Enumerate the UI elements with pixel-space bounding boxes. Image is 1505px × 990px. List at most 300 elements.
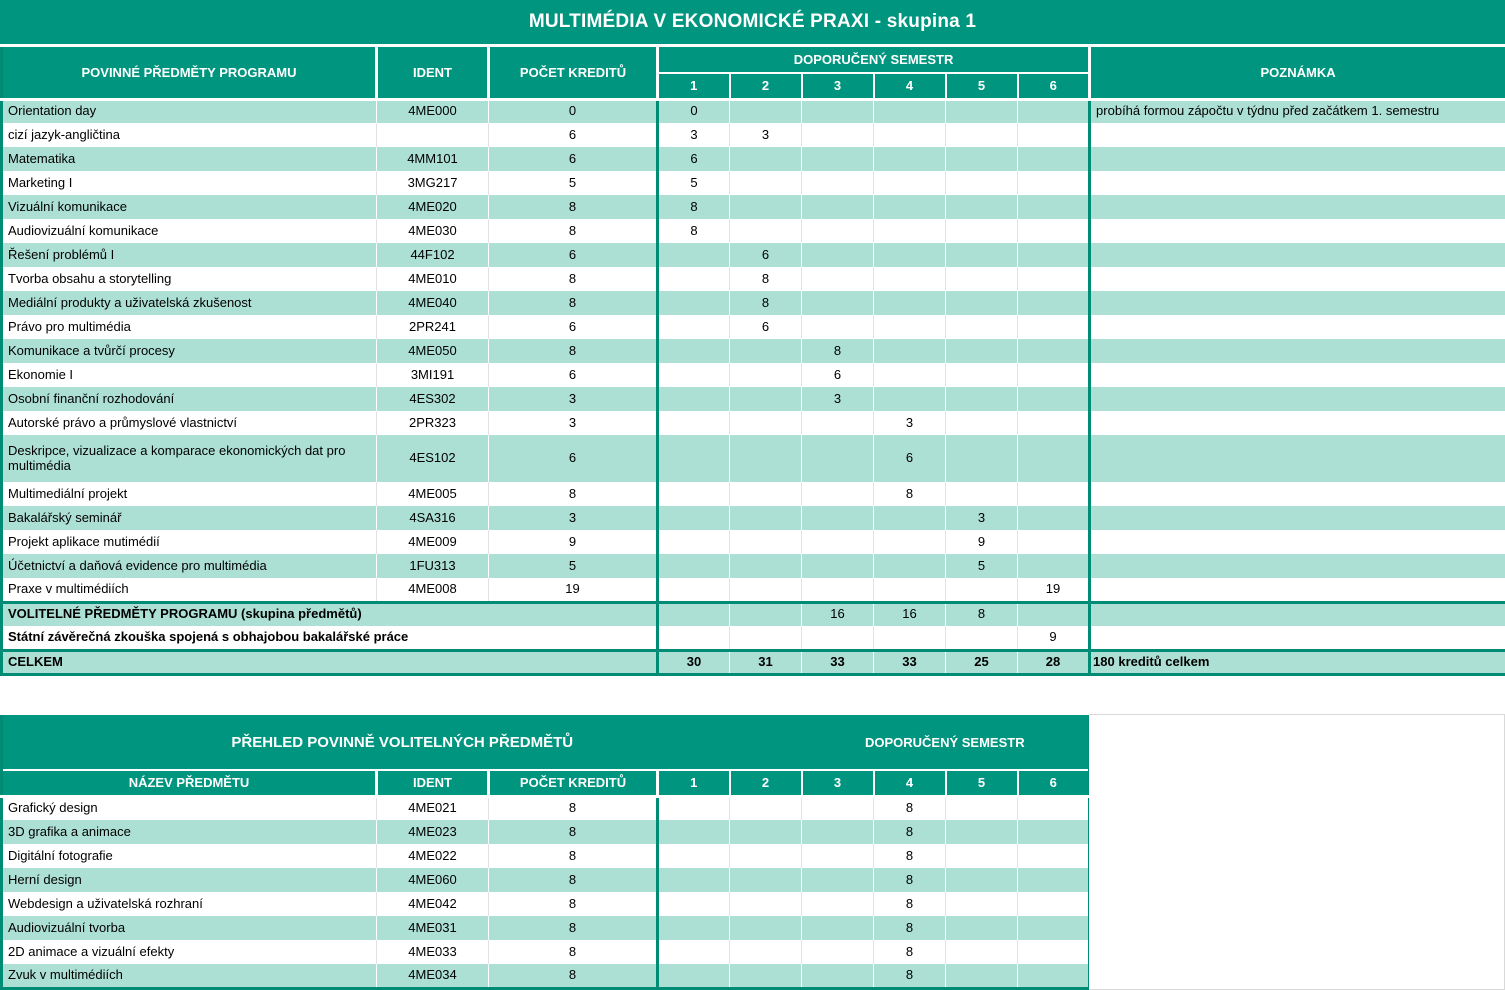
semester-credit-cell: [946, 435, 1018, 482]
ident-cell: 4SA316: [377, 506, 489, 530]
semester-total-cell: 31: [730, 650, 802, 674]
semester-credit-cell: [946, 195, 1018, 219]
table-row: [2, 796, 1090, 820]
ident-cell: 4ME008: [377, 578, 489, 602]
course-name-cell: Matematika: [2, 147, 377, 171]
credits-cell: 3: [489, 506, 658, 530]
note-cell: [1090, 243, 1505, 267]
table-row: [2, 506, 1505, 530]
semester-credit-cell: [1018, 868, 1090, 892]
semester-credit-cell: [946, 868, 1018, 892]
note-cell: [1090, 411, 1505, 435]
semester-credit-cell: [946, 315, 1018, 339]
column-header-ident: IDENT: [377, 770, 489, 796]
semester-credit-cell: [802, 147, 874, 171]
ident-cell: 4ME023: [377, 820, 489, 844]
semester-credit-cell: [730, 411, 802, 435]
semester-credit-cell: 3: [730, 123, 802, 147]
note-cell: [1090, 147, 1505, 171]
note-cell: [1090, 267, 1505, 291]
elective-table-title: PŘEHLED POVINNĚ VOLITELNÝCH PŘEDMĚTŮ: [2, 715, 802, 770]
semester-credit-cell: [1018, 315, 1090, 339]
ident-cell: 4ES302: [377, 387, 489, 411]
semester-credit-cell: [802, 892, 874, 916]
note-cell: [1090, 219, 1505, 243]
semester-total-cell: 33: [874, 650, 946, 674]
required-courses-table: [0, 47, 1505, 676]
table-row: [2, 387, 1505, 411]
ident-cell: 4ME009: [377, 530, 489, 554]
column-header-semester-4: 4: [874, 770, 946, 796]
table-row: [2, 602, 1505, 626]
column-header-note: POZNÁMKA: [1090, 47, 1505, 99]
column-header-semester-6: 6: [1018, 73, 1090, 99]
credits-cell: 8: [489, 916, 658, 940]
credits-cell: 9: [489, 530, 658, 554]
credits-cell: 0: [489, 99, 658, 123]
semester-credit-cell: 8: [874, 796, 946, 820]
ident-cell: 4ME005: [377, 482, 489, 506]
semester-credit-cell: [1018, 339, 1090, 363]
credits-cell: 3: [489, 387, 658, 411]
semester-credit-cell: 16: [802, 602, 874, 626]
credits-cell: 8: [489, 291, 658, 315]
semester-credit-cell: 8: [874, 482, 946, 506]
course-name-cell: Audiovizuální komunikace: [2, 219, 377, 243]
semester-credit-cell: [874, 626, 946, 650]
credits-cell: 8: [489, 482, 658, 506]
semester-credit-cell: 8: [874, 916, 946, 940]
credits-cell: 8: [489, 940, 658, 964]
course-name-cell: Grafický design: [2, 796, 377, 820]
table-row: [2, 363, 1505, 387]
course-name-cell: Zvuk v multimédiích: [2, 964, 377, 988]
note-cell: probíhá formou zápočtu v týdnu před začátkem 1. semestru: [1090, 99, 1505, 123]
semester-credit-cell: [874, 363, 946, 387]
semester-credit-cell: [730, 171, 802, 195]
note-cell: [1090, 602, 1505, 626]
semester-credit-cell: [946, 916, 1018, 940]
note-cell: [1090, 195, 1505, 219]
semester-credit-cell: [946, 482, 1018, 506]
semester-credit-cell: [1018, 411, 1090, 435]
semester-credit-cell: [874, 291, 946, 315]
semester-credit-cell: [946, 267, 1018, 291]
header-row-columns: [2, 770, 1090, 796]
credits-cell: 8: [489, 892, 658, 916]
note-cell: [1090, 339, 1505, 363]
ident-cell: 4ME033: [377, 940, 489, 964]
ident-cell: 4ES102: [377, 435, 489, 482]
semester-credit-cell: [730, 506, 802, 530]
table-row: [2, 844, 1090, 868]
column-header-semester-5: 5: [946, 770, 1018, 796]
table-row: [2, 940, 1090, 964]
semester-credit-cell: [1018, 482, 1090, 506]
table-row: [2, 530, 1505, 554]
note-cell: [1090, 554, 1505, 578]
semester-credit-cell: [946, 363, 1018, 387]
semester-total-cell: 28: [1018, 650, 1090, 674]
semester-credit-cell: [658, 844, 730, 868]
semester-credit-cell: [658, 820, 730, 844]
column-header-semester-2: 2: [730, 770, 802, 796]
column-header-semester-group: DOPORUČENÝ SEMESTR: [658, 47, 1090, 73]
table-row: [2, 147, 1505, 171]
semester-credit-cell: [730, 964, 802, 988]
semester-credit-cell: [1018, 147, 1090, 171]
semester-credit-cell: [730, 147, 802, 171]
semester-credit-cell: [730, 578, 802, 602]
semester-credit-cell: [1018, 554, 1090, 578]
semester-credit-cell: [730, 626, 802, 650]
header-row-top: [2, 715, 1090, 770]
semester-credit-cell: [874, 243, 946, 267]
semester-credit-cell: 6: [802, 363, 874, 387]
ident-cell: 44F102: [377, 243, 489, 267]
semester-credit-cell: [658, 482, 730, 506]
column-header-semester-3: 3: [802, 770, 874, 796]
credits-cell: 6: [489, 363, 658, 387]
note-cell: [1090, 435, 1505, 482]
semester-credit-cell: [874, 219, 946, 243]
semester-credit-cell: [802, 916, 874, 940]
semester-credit-cell: [730, 916, 802, 940]
course-name-cell: 2D animace a vizuální efekty: [2, 940, 377, 964]
ident-cell: 4ME010: [377, 267, 489, 291]
semester-credit-cell: [946, 964, 1018, 988]
semester-total-cell: 30: [658, 650, 730, 674]
semester-credit-cell: 8: [802, 339, 874, 363]
semester-credit-cell: [946, 940, 1018, 964]
table-row: [2, 315, 1505, 339]
ident-cell: 4ME060: [377, 868, 489, 892]
note-cell: [1090, 506, 1505, 530]
semester-credit-cell: [730, 554, 802, 578]
table-row: [2, 195, 1505, 219]
semester-credit-cell: [1018, 916, 1090, 940]
course-name-cell: Vizuální komunikace: [2, 195, 377, 219]
table-row: [2, 123, 1505, 147]
semester-credit-cell: [1018, 387, 1090, 411]
semester-credit-cell: [1018, 820, 1090, 844]
note-cell: [1090, 626, 1505, 650]
table-row: [2, 554, 1505, 578]
semester-credit-cell: [1018, 844, 1090, 868]
course-name-cell: cizí jazyk-angličtina: [2, 123, 377, 147]
elective-courses-body: [2, 796, 1090, 988]
course-name-cell: Účetnictví a daňová evidence pro multimédia: [2, 554, 377, 578]
semester-credit-cell: [1018, 892, 1090, 916]
semester-credit-cell: [730, 99, 802, 123]
credits-cell: 8: [489, 844, 658, 868]
course-name-cell: Komunikace a tvůrčí procesy: [2, 339, 377, 363]
semester-credit-cell: [874, 387, 946, 411]
semester-credit-cell: [658, 964, 730, 988]
course-name-cell: Multimediální projekt: [2, 482, 377, 506]
empty-gridlines-region: [1089, 714, 1505, 990]
semester-credit-cell: [946, 99, 1018, 123]
required-courses-body: [2, 99, 1505, 674]
semester-credit-cell: 6: [658, 147, 730, 171]
column-header-course-name: NÁZEV PŘEDMĚTU: [2, 770, 377, 796]
semester-credit-cell: 8: [658, 195, 730, 219]
note-cell: [1090, 578, 1505, 602]
ident-cell: 4ME050: [377, 339, 489, 363]
semester-credit-cell: [802, 99, 874, 123]
semester-credit-cell: [1018, 796, 1090, 820]
credits-cell: 8: [489, 796, 658, 820]
semester-credit-cell: [802, 940, 874, 964]
column-header-semester-1: 1: [658, 770, 730, 796]
table-row: [2, 482, 1505, 506]
note-cell: [1090, 123, 1505, 147]
semester-credit-cell: [730, 868, 802, 892]
semester-credit-cell: [874, 339, 946, 363]
semester-credit-cell: [874, 530, 946, 554]
semester-credit-cell: 6: [730, 243, 802, 267]
semester-credit-cell: [658, 892, 730, 916]
ident-cell: 4ME022: [377, 844, 489, 868]
ident-cell: 4ME042: [377, 892, 489, 916]
credits-cell: 5: [489, 171, 658, 195]
course-name-cell: Autorské právo a průmyslové vlastnictví: [2, 411, 377, 435]
page-title: MULTIMÉDIA V EKONOMICKÉ PRAXI - skupina 1: [0, 0, 1505, 44]
column-header-semester-1: 1: [658, 73, 730, 99]
semester-credit-cell: [802, 123, 874, 147]
semester-credit-cell: [946, 243, 1018, 267]
semester-credit-cell: [802, 195, 874, 219]
semester-credit-cell: [730, 892, 802, 916]
semester-credit-cell: [658, 435, 730, 482]
semester-credit-cell: [1018, 435, 1090, 482]
required-courses-header: [2, 47, 1505, 99]
ident-cell: 4ME020: [377, 195, 489, 219]
semester-credit-cell: [874, 123, 946, 147]
semester-credit-cell: [730, 435, 802, 482]
semester-total-cell: 33: [802, 650, 874, 674]
semester-credit-cell: [802, 243, 874, 267]
semester-credit-cell: 8: [730, 267, 802, 291]
semester-credit-cell: [874, 171, 946, 195]
semester-credit-cell: [946, 291, 1018, 315]
note-cell: [1090, 530, 1505, 554]
semester-credit-cell: 8: [874, 868, 946, 892]
semester-credit-cell: [802, 219, 874, 243]
semester-credit-cell: 9: [1018, 626, 1090, 650]
semester-credit-cell: [802, 626, 874, 650]
table-row: [2, 892, 1090, 916]
semester-credit-cell: [658, 554, 730, 578]
semester-credit-cell: 19: [1018, 578, 1090, 602]
semester-credit-cell: [802, 554, 874, 578]
semester-credit-cell: 8: [874, 940, 946, 964]
course-name-cell: Webdesign a uživatelská rozhraní: [2, 892, 377, 916]
semester-credit-cell: [874, 147, 946, 171]
table-row: [2, 626, 1505, 650]
semester-credit-cell: 8: [730, 291, 802, 315]
semester-credit-cell: [730, 796, 802, 820]
semester-credit-cell: [658, 602, 730, 626]
column-header-semester-4: 4: [874, 73, 946, 99]
semester-credit-cell: [946, 820, 1018, 844]
course-name-cell: 3D grafika a animace: [2, 820, 377, 844]
semester-credit-cell: [1018, 530, 1090, 554]
semester-credit-cell: [946, 387, 1018, 411]
table-row: [2, 820, 1090, 844]
ident-cell: 3MG217: [377, 171, 489, 195]
course-name-cell: Digitální fotografie: [2, 844, 377, 868]
semester-credit-cell: [658, 626, 730, 650]
semester-credit-cell: [802, 171, 874, 195]
column-header-required-courses: POVINNÉ PŘEDMĚTY PROGRAMU: [2, 47, 377, 99]
course-name-cell: Audiovizuální tvorba: [2, 916, 377, 940]
course-name-cell: Deskripce, vizualizace a komparace ekonomických dat pro multimédia: [2, 435, 377, 482]
semester-credit-cell: [802, 435, 874, 482]
semester-credit-cell: [658, 315, 730, 339]
semester-credit-cell: [1018, 195, 1090, 219]
table-row: [2, 868, 1090, 892]
table-row: [2, 219, 1505, 243]
ident-cell: 2PR323: [377, 411, 489, 435]
semester-credit-cell: [946, 123, 1018, 147]
semester-credit-cell: [658, 339, 730, 363]
course-name-cell: Tvorba obsahu a storytelling: [2, 267, 377, 291]
semester-credit-cell: [730, 219, 802, 243]
semester-credit-cell: [874, 267, 946, 291]
semester-credit-cell: [946, 796, 1018, 820]
ident-cell: 4ME021: [377, 796, 489, 820]
ident-cell: [377, 123, 489, 147]
semester-credit-cell: [1018, 291, 1090, 315]
ident-cell: 1FU313: [377, 554, 489, 578]
semester-credit-cell: [802, 844, 874, 868]
credits-cell: 8: [489, 964, 658, 988]
table-row: [2, 243, 1505, 267]
elective-courses-header: [2, 715, 1090, 796]
column-header-semester-5: 5: [946, 73, 1018, 99]
semester-credit-cell: [658, 868, 730, 892]
semester-credit-cell: [658, 916, 730, 940]
semester-credit-cell: 0: [658, 99, 730, 123]
semester-credit-cell: [946, 147, 1018, 171]
semester-credit-cell: [802, 964, 874, 988]
elective-courses-table: [0, 715, 1091, 990]
semester-credit-cell: 16: [874, 602, 946, 626]
semester-credit-cell: 6: [874, 435, 946, 482]
semester-credit-cell: 5: [946, 554, 1018, 578]
semester-credit-cell: [658, 506, 730, 530]
table-row: [2, 964, 1090, 988]
column-header-ident: IDENT: [377, 47, 489, 99]
semester-credit-cell: 3: [802, 387, 874, 411]
column-header-semester-3: 3: [802, 73, 874, 99]
credits-cell: 8: [489, 868, 658, 892]
credits-cell: 6: [489, 147, 658, 171]
column-header-semester-6: 6: [1018, 770, 1090, 796]
ident-cell: 4ME031: [377, 916, 489, 940]
semester-credit-cell: [1018, 602, 1090, 626]
note-cell: [1090, 171, 1505, 195]
semester-credit-cell: [658, 243, 730, 267]
course-name-cell: Marketing I: [2, 171, 377, 195]
note-cell: [1090, 482, 1505, 506]
credits-cell: 5: [489, 554, 658, 578]
semester-credit-cell: [874, 578, 946, 602]
semester-credit-cell: [658, 940, 730, 964]
semester-credit-cell: [946, 844, 1018, 868]
credits-cell: 3: [489, 411, 658, 435]
table-row: [2, 171, 1505, 195]
table-row: [2, 291, 1505, 315]
table-row: [2, 578, 1505, 602]
semester-credit-cell: [658, 291, 730, 315]
table-row: [2, 411, 1505, 435]
semester-credit-cell: [730, 844, 802, 868]
semester-credit-cell: [946, 892, 1018, 916]
ident-cell: 4ME034: [377, 964, 489, 988]
course-name-cell: Praxe v multimédiích: [2, 578, 377, 602]
semester-credit-cell: [802, 530, 874, 554]
semester-credit-cell: [874, 315, 946, 339]
semester-credit-cell: [1018, 506, 1090, 530]
credits-cell: 6: [489, 315, 658, 339]
credits-cell: 6: [489, 123, 658, 147]
semester-credit-cell: [802, 796, 874, 820]
semester-credit-cell: [802, 291, 874, 315]
semester-credit-cell: [658, 411, 730, 435]
ident-cell: 4ME040: [377, 291, 489, 315]
semester-credit-cell: [874, 99, 946, 123]
semester-credit-cell: [1018, 940, 1090, 964]
column-header-credits: POČET KREDITŮ: [489, 47, 658, 99]
course-name-cell: Osobní finanční rozhodování: [2, 387, 377, 411]
credits-cell: 8: [489, 339, 658, 363]
semester-credit-cell: 9: [946, 530, 1018, 554]
course-name-cell: Ekonomie I: [2, 363, 377, 387]
semester-credit-cell: [946, 578, 1018, 602]
course-name-cell: Bakalářský seminář: [2, 506, 377, 530]
semester-credit-cell: [946, 626, 1018, 650]
semester-credit-cell: [730, 940, 802, 964]
table-row: [2, 916, 1090, 940]
semester-credit-cell: [802, 267, 874, 291]
course-name-cell: Řešení problémů I: [2, 243, 377, 267]
course-name-cell: Právo pro multimédia: [2, 315, 377, 339]
table-row: [2, 339, 1505, 363]
table-row: [2, 99, 1505, 123]
column-header-semester-2: 2: [730, 73, 802, 99]
semester-credit-cell: [802, 482, 874, 506]
ident-cell: 3MI191: [377, 363, 489, 387]
semester-credit-cell: [1018, 219, 1090, 243]
credits-cell: 6: [489, 243, 658, 267]
semester-credit-cell: [1018, 123, 1090, 147]
credits-cell: 19: [489, 578, 658, 602]
credits-cell: 8: [489, 820, 658, 844]
semester-credit-cell: [658, 578, 730, 602]
semester-credit-cell: 6: [730, 315, 802, 339]
semester-credit-cell: [730, 195, 802, 219]
semester-credit-cell: [730, 387, 802, 411]
course-name-cell: Mediální produkty a uživatelská zkušenost: [2, 291, 377, 315]
semester-credit-cell: 8: [874, 820, 946, 844]
credits-cell: 6: [489, 435, 658, 482]
column-header-semester-group: DOPORUČENÝ SEMESTR: [802, 715, 1090, 770]
semester-credit-cell: [874, 195, 946, 219]
semester-credit-cell: [874, 554, 946, 578]
semester-credit-cell: [1018, 363, 1090, 387]
